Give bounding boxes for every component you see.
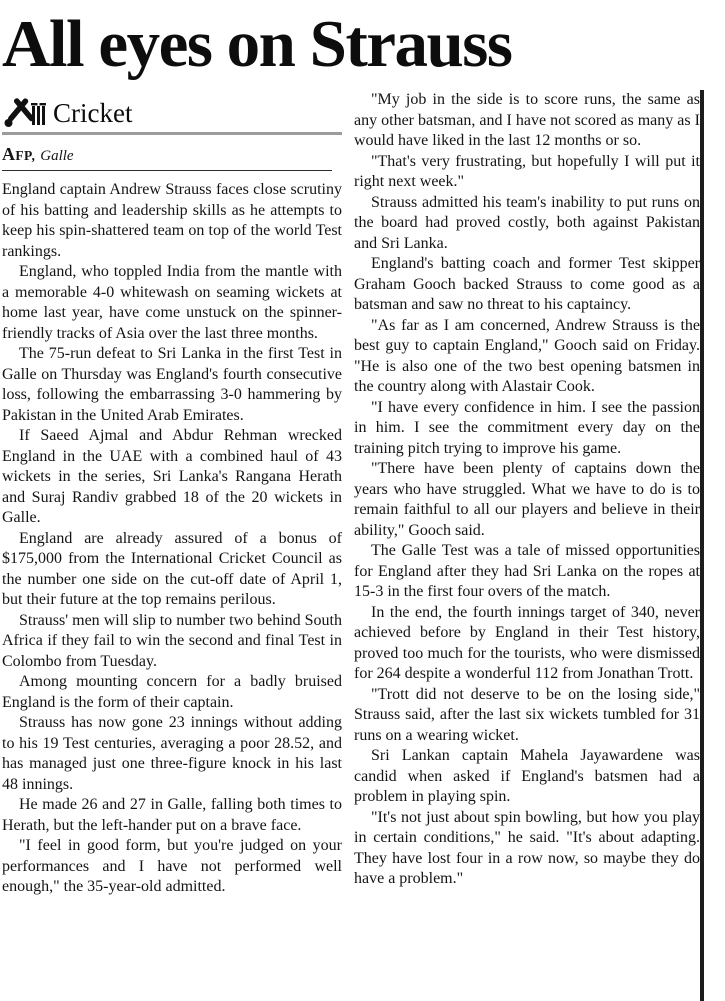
byline-location: Galle [40, 148, 74, 164]
paragraph: "It's not just about spin bowling, but how you play in certain conditions," he said. "It's about adapting. They have lost four in a row now, so maybe they do have a problem." [354, 808, 700, 887]
paragraph: "I have every confidence in him. I see the passion in him. I see the commitment every day on the training pitch trying to improve his game. [354, 398, 700, 457]
byline-agency: AFP, [2, 144, 36, 164]
section-label: Cricket [53, 98, 133, 128]
paragraph: The Galle Test was a tale of missed opportunities for England after they had Sri Lanka on the ropes at 15-3 in the first four overs of the match. [354, 542, 700, 600]
paragraph: "My job in the side is to score runs, the same as any other batsman, and I have not scored as many as I would have liked in the last 12 months or so. [354, 91, 700, 149]
paragraph: England are already assured of a bonus of $175,000 from the International Cricket Council as the number one side on the cut-off date of April 1, but their future at the top remains perilous. [2, 529, 342, 608]
right-column [354, 90, 700, 890]
paragraph: Strauss' men will slip to number two behind South Africa if they fail to win the second and final Test in Colombo from Tuesday. [2, 611, 342, 670]
paragraph: Sri Lankan captain Mahela Jayawardene was candid when asked if England's batsmen had a problem in playing spin. [354, 747, 700, 805]
paragraph: Strauss admitted his team's inability to put runs on the board had proved costly, both against Pakistan and Sri Lanka. [354, 193, 700, 252]
paragraph: If Saeed Ajmal and Abdur Rehman wrecked England in the UAE with a combined haul of 43 wickets in the series, Sri Lanka's Rangana Herath and Suraj Randiv grabbed 18 of the 20 wickets in Galle. [2, 427, 342, 526]
page-edge-column-rule [700, 90, 704, 1001]
paragraph: He made 26 and 27 in Galle, falling both times to Herath, but the left-hander put on a brave face. [2, 796, 342, 834]
paragraph: Among mounting concern for a badly bruised England is the form of their captain. [2, 673, 342, 711]
paragraph: In the end, the fourth innings target of 340, never achieved before by England in their Test history, proved too much for the tourists, who were dismissed for 264 despite a wonderful 112 from Jonathan Trott. [354, 603, 700, 682]
article-headline: All eyes on Strauss [2, 7, 512, 81]
paragraph: Strauss has now gone 23 innings without adding to his 19 Test centuries, averaging a poor 28.52, and has managed just one three-figure knock in his last 48 innings. [2, 714, 342, 793]
paragraph: The 75-run defeat to Sri Lanka in the first Test in Galle on Thursday was England's fourth consecutive loss, following the embarrassing 3-0 hammering by Pakistan in the United Arab Emirates. [2, 345, 342, 424]
paragraph: "There have been plenty of captains down the years who have struggled. What we have to do is to remain faithful to all our players and believe in their ability," Gooch said. [354, 460, 700, 539]
paragraph: England's batting coach and former Test skipper Graham Gooch backed Strauss to come good as a batsman and saw no threat to his captaincy. [354, 255, 700, 313]
paragraph: England captain Andrew Strauss faces close scrutiny of his batting and leadership skills as he attempts to keep his spin-shattered team on top of the world Test rankings. [2, 181, 342, 260]
paragraph: England, who toppled India from the mantle with a memorable 4-0 whitewash on seaming wickets at home last year, have come unstuck on the spinner-friendly tracks of Asia over the last three months. [2, 263, 342, 342]
left-column [2, 90, 342, 898]
paragraph: "That's very frustrating, but hopefully I will put it right next week." [354, 152, 700, 190]
cricket-icon [2, 98, 48, 128]
paragraph: "As far as I am concerned, Andrew Strauss is the best guy to captain England," Gooch said on Friday. "He is also one of the two best opening batsmen in the country along with Alastair Cook. [354, 316, 700, 395]
paragraph: "Trott did not deserve to be on the losing side," Strauss said, after the last six wickets tumbled for 31 runs on a wearing wicket. [354, 685, 700, 744]
paragraph: "I feel in good form, but you're judged on your performances and I have not performed well enough," the 35-year-old admitted. [2, 837, 342, 895]
article-columns [2, 90, 725, 898]
section-header [2, 96, 342, 130]
byline-divider-rule [2, 170, 332, 171]
byline [2, 144, 342, 165]
section-divider-rule [2, 132, 342, 135]
